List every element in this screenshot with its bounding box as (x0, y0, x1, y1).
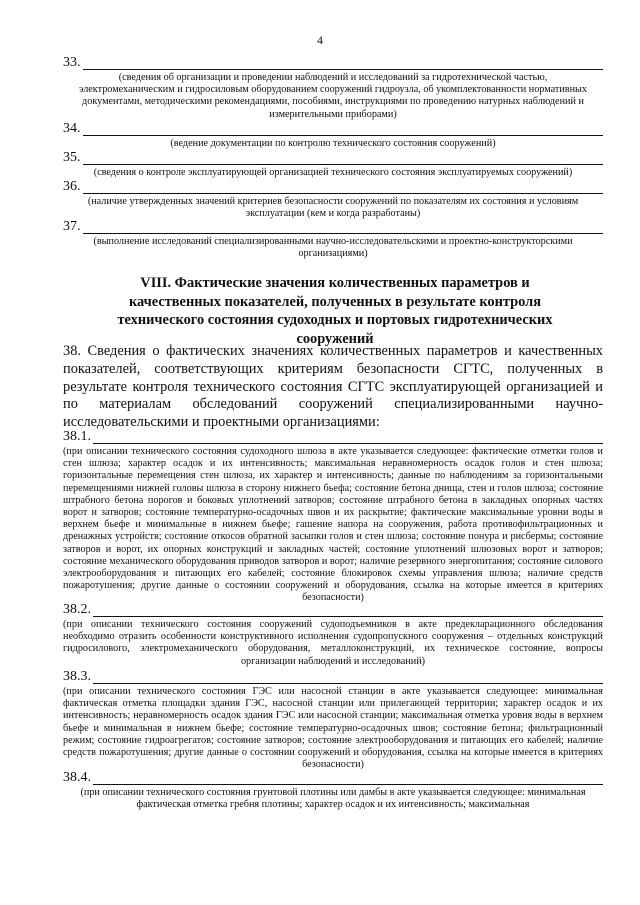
item-38-4 (63, 771, 603, 811)
item-number: 34. (63, 121, 81, 136)
fill-line (83, 181, 604, 194)
item-caption: (сведения о контроле эксплуатирующей организацией технического состояния эксплуатируемых сооружений) (93, 167, 573, 178)
page-number: 4 (317, 33, 323, 47)
section-heading: VIII. Фактические значения количественных параметров и качественных показателей, полученных в результате контроля технического состояния судоходных и портовых гидротехнических сооружений (117, 275, 553, 347)
item-number: 38.4. (63, 770, 91, 785)
item-36 (63, 180, 603, 220)
fill-line (93, 604, 603, 617)
item-number: 36. (63, 179, 81, 194)
item-caption: (наличие утвержденных значений критериев безопасности сооружений по показателям их состояния и условиям эксплуатации (кем и когда разработаны) (87, 196, 579, 220)
item-caption: (при описании технического состояния ГЭС или насосной станции в акте указывается следующее: минимальная фактическая отметка площадки здания ГЭС, насосной станции или прилегающей территории; характер осадок и их интенсивность; неравномерность осадок здания ГЭС или насосной станции; максимальная отметка уровня воды в верхнем бьефе и минимальная в нижнем бьефе; состояние температурно-осадочных швов; состояние бетона; фильтрационный режим; состояние гидроагрегатов; состояние затворов; состояние электрооборудования и питающих его кабелей; наличие средств пожаротушения; другие данные о состоянии сооружений и оборудования, ссылка на которые имеется в критериях безопасности) (63, 686, 603, 771)
item-caption: (выполнение исследований специализированными научно-исследовательскими и проектно-конструкторскими организациями) (93, 236, 573, 260)
item-37 (63, 220, 603, 260)
item-number: 35. (63, 150, 81, 165)
fill-line (83, 123, 604, 136)
item-caption: (при описании технического состояния судоходного шлюза в акте указывается следующее: фактические отметки голов и стен шлюза; характер осадок и их интенсивность; максимальная неравномерность осадок голов и стен шлюза; горизонтальные перемещения стен шлюза, их характер и интенсивность; данные по наблюдениям за горизонтальными перемещениями нижней головы шлюза в сторону нижнего бьефа; состояние бетона днища, стен и голов шлюза; состояние штрабного бетона порогов и боковых уплотнений затворов; состояние штрабного бетона в закладных опорных частях ворот и затворов; состояние температурно-осадочных швов и их раскрытие; фактические максимальные уровни воды в верхнем бьефе и минимальные в нижнем бьефе; гашение напора на сооружения, работа противофильтрационных и дренажных устройств; состояние откосов обратной засыпки голов и стен шлюза; состояние понура и рисбермы; состояние затворов и ворот, их опорных конструкций и закладных частей; состояние уплотнений шлюзовых ворот и затворов; состояние механического оборудования приводов затворов и ворот; наличие резервного энергопитания; состояние силового электрооборудования и питающих его кабелей; состояние блокировок схемы управления шлюза; наличие средств пожаротушения; другие данные о состоянии сооружений и оборудования, ссылка на которые имеется в критериях безопасности) (63, 446, 603, 604)
item-35 (63, 151, 603, 179)
item-caption: (ведение документации по контролю технического состояния сооружений) (170, 138, 496, 149)
fill-line (93, 431, 603, 444)
item-caption: (при описании технического состояния сооружений судоподъемников в акте предекларационного обследования необходимо отразить особенности конструктивного исполнения судопропускного сооружения – отдельных конструкций гидросилового, электромеханического оборудования, металлоконструкций, их техническое состояние, вопросы организации наблюдений и исследований) (63, 619, 603, 667)
item-number: 38.1. (63, 429, 91, 444)
fill-line (83, 152, 604, 165)
item-number: 37. (63, 219, 81, 234)
item-caption: (при описании технического состояния грунтовой плотины или дамбы в акте указывается следующее: минимальная фактическая отметка гребня плотины; характер осадок и их интенсивность; максимальная (80, 787, 586, 811)
item-33 (63, 56, 603, 121)
item-number: 38.2. (63, 602, 91, 617)
item-34 (63, 122, 603, 150)
fill-line (93, 772, 603, 785)
fill-line (83, 57, 604, 70)
fill-line (83, 221, 604, 234)
item-caption: (сведения об организации и проведении наблюдений и исследований за гидротехнической частью, электромеханическим и гидросиловым оборудованием сооружений гидроузла, об укомплектованности нормативных документами, методическими рекомендациями, пособиями, инструкциями по проведению натурных наблюдений и измерительными приборами) (79, 72, 587, 120)
fill-line (93, 671, 603, 684)
item-38-1 (63, 430, 603, 605)
item-number: 38.3. (63, 669, 91, 684)
item-38-2 (63, 603, 603, 668)
paragraph-38: 38. Сведения о фактических значениях количественных параметров и качественных показателей, соответствующих критериям безопасности СГТС, полученных в результате контроля технического состояния СГТС эксплуатирующей организацией и по материалам обследований сооружений специализированными научно-исследовательскими и проектными организациями: (63, 343, 603, 431)
item-number: 33. (63, 55, 81, 70)
item-38-3 (63, 670, 603, 771)
